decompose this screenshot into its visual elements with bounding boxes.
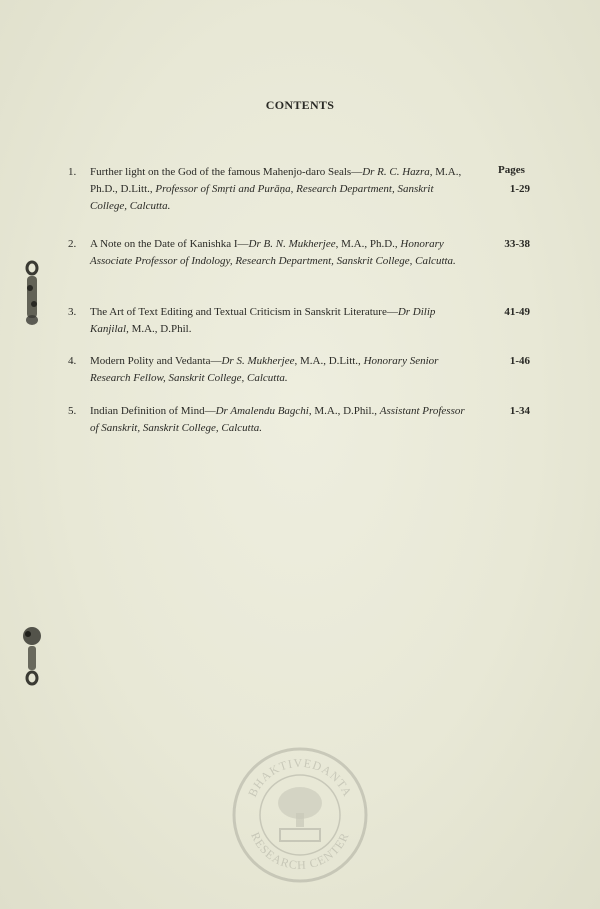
staple-mark-icon [18, 622, 46, 692]
entry-affiliation: Professor of Smṛti and Purāṇa, Research Department, Sanskrit College, Calcutta. [90, 183, 434, 212]
entry-affiliation: Honorary Senior Research Fellow, Sanskrit College, Calcutta. [90, 355, 439, 384]
watermark-seal-icon [230, 745, 370, 885]
entry-number: 5. [68, 405, 77, 417]
entry-pages: 33-38 [504, 238, 530, 250]
entry-pages: 41-49 [504, 306, 530, 318]
pages-column-header: Pages [498, 164, 525, 176]
entry-title: Modern Polity and Vedanta— [90, 355, 222, 367]
entry-title: Further light on the God of the famous Mahenjo-daro Seals— [90, 166, 363, 178]
entry-body [90, 304, 468, 338]
entry-author: Dr Amalendu Bagchi [215, 405, 309, 417]
entry-degrees: , M.A., D.Phil., [308, 405, 380, 417]
entry-affiliation: Assistant Professor of Sanskrit, Sanskrit College, Calcutta. [90, 405, 465, 434]
entry-affiliation: Honorary Associate Professor of Indology, Research Department, Sanskrit College, Calcutta. [90, 238, 456, 267]
entry-number: 3. [68, 306, 77, 318]
contents-heading: CONTENTS [265, 98, 335, 112]
entry-author: Dr S. Mukherjee [221, 355, 295, 367]
entry-title: A Note on the Date of Kanishka I— [90, 238, 249, 250]
entry-degrees: , M.A., Ph.D., [335, 238, 401, 250]
svg-text:RESEARCH CENTER: RESEARCH CENTER [248, 829, 352, 873]
entry-body [90, 403, 468, 437]
entry-body [90, 236, 468, 270]
entry-author: Dr B. N. Mukherjee [248, 238, 336, 250]
entry-number: 4. [68, 355, 77, 367]
staple-mark-icon [18, 258, 46, 328]
entry-number: 1. [68, 166, 77, 178]
entry-body [90, 164, 468, 215]
entry-author: Dr Dilip Kanjilal [90, 306, 436, 335]
svg-text:BHAKTIVEDANTA: BHAKTIVEDANTA [245, 755, 355, 800]
entry-pages: 1-46 [509, 355, 530, 367]
entry-title: Indian Definition of Mind— [90, 405, 216, 417]
entry-body [90, 353, 468, 387]
entry-degrees: , M.A., D.Litt., [294, 355, 364, 367]
entry-degrees: , M.A., D.Phil. [126, 323, 192, 335]
entry-degrees: , M.A., Ph.D., D.Litt., [90, 166, 462, 195]
entry-number: 2. [68, 238, 77, 250]
entry-pages: 1-29 [509, 183, 530, 195]
entry-author: Dr R. C. Hazra [362, 166, 430, 178]
entry-pages: 1-34 [509, 405, 530, 417]
entry-title: The Art of Text Editing and Textual Criticism in Sanskrit Literature— [90, 306, 398, 318]
